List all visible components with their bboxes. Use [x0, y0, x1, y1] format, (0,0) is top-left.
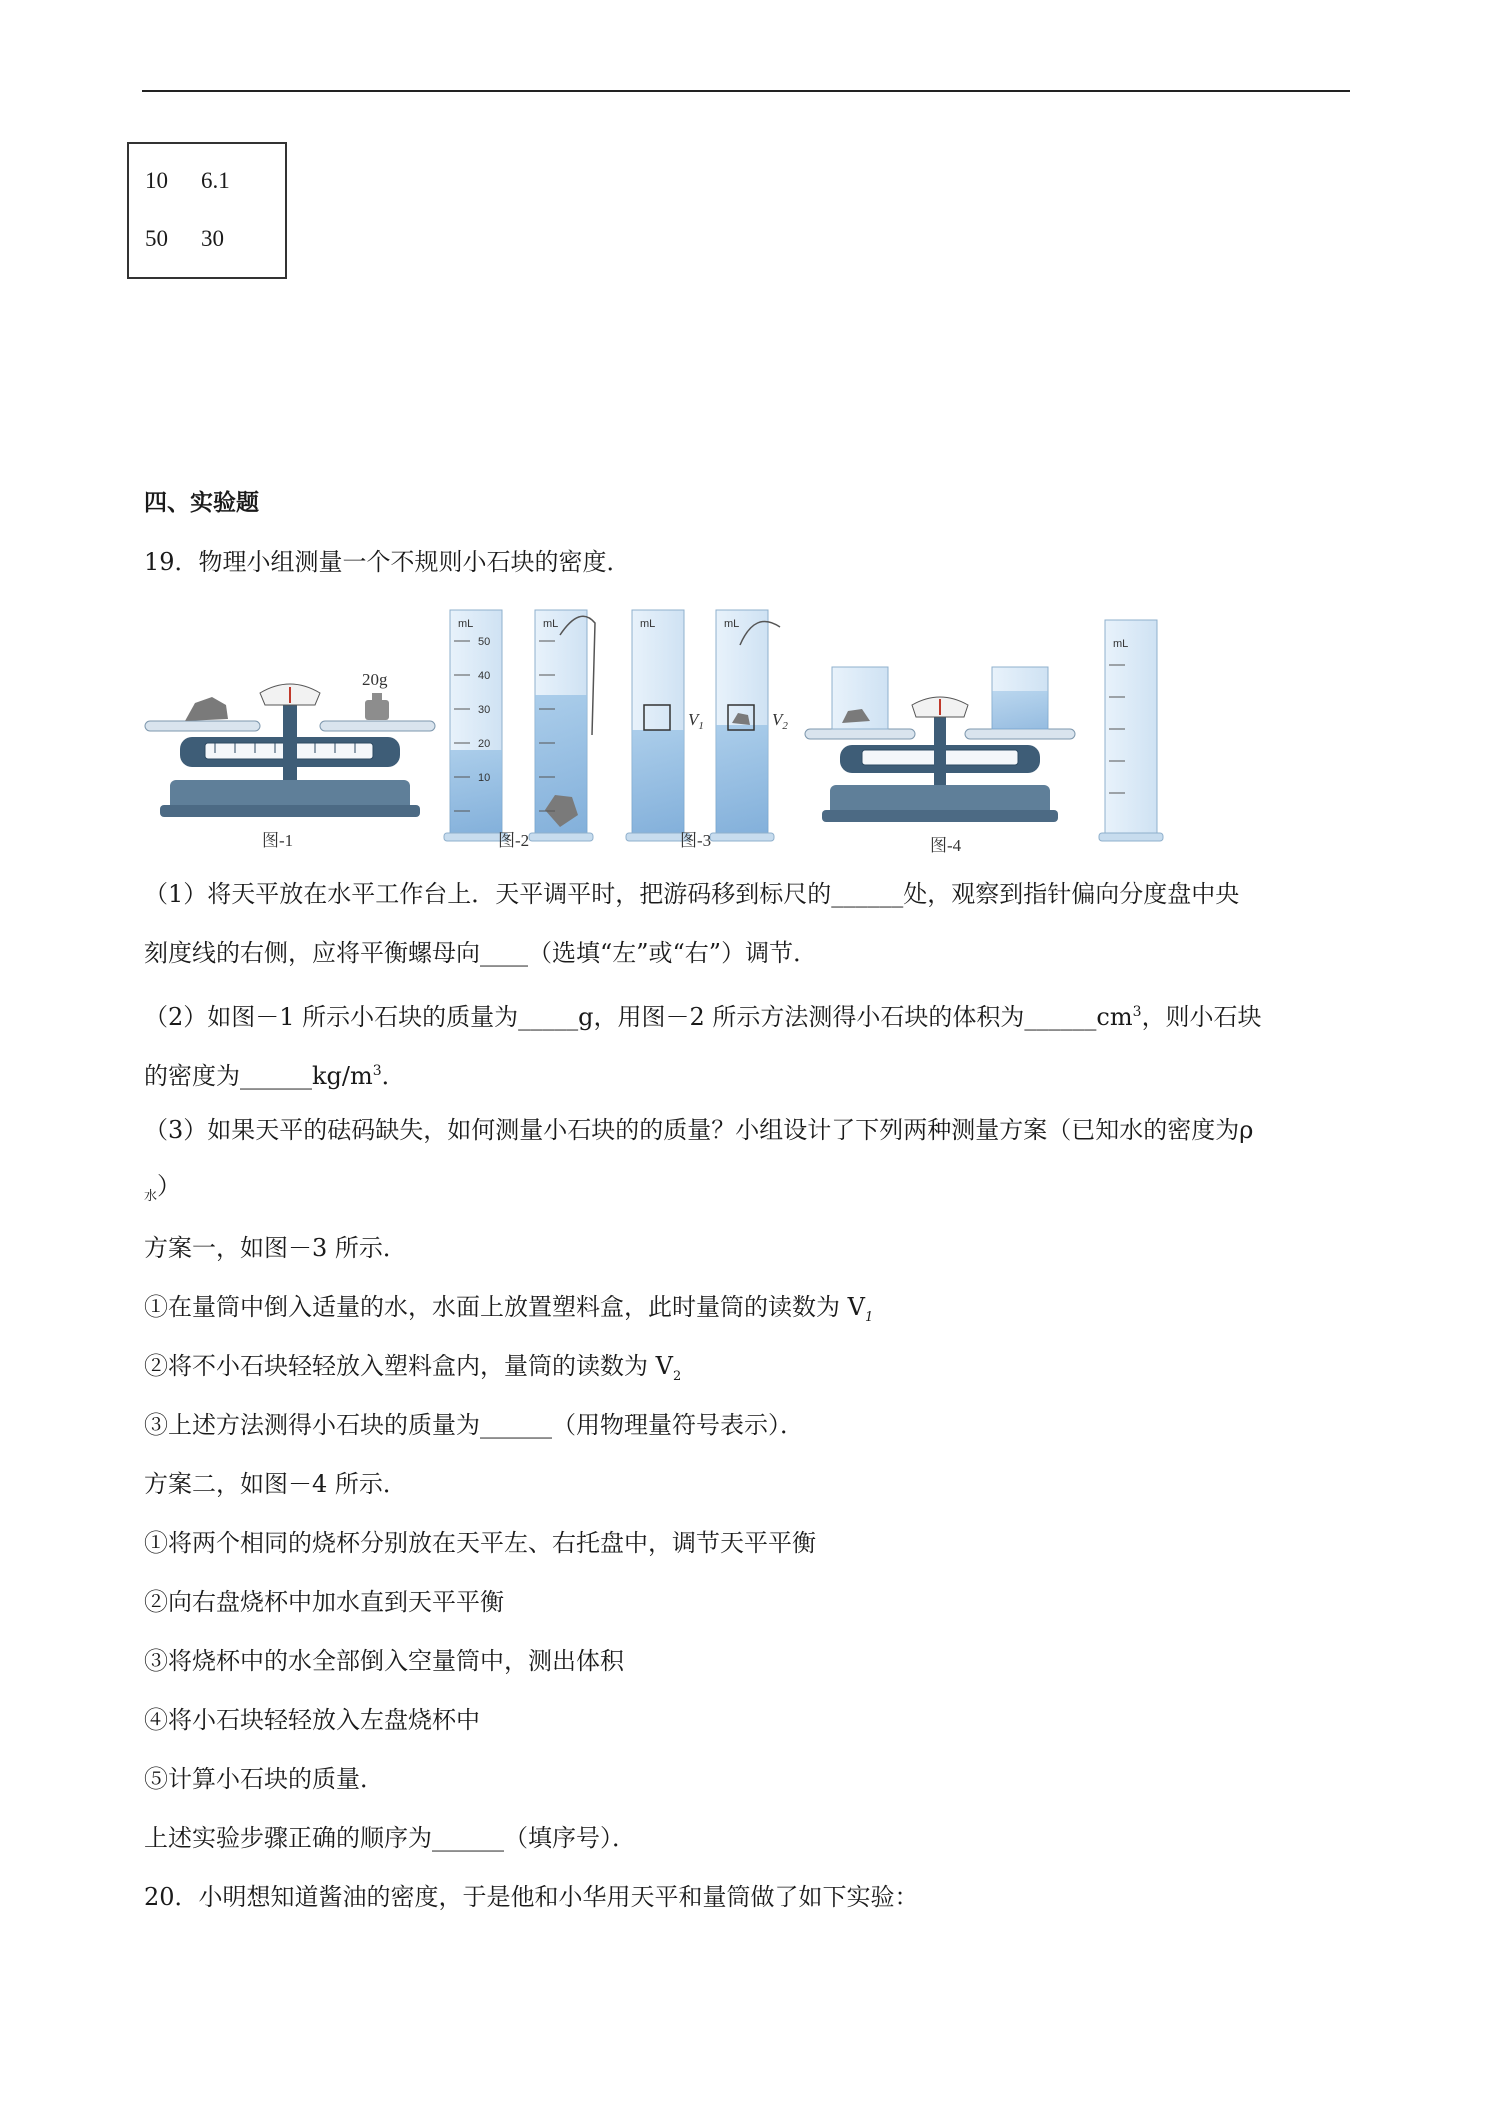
text-segment: ，则小石块	[1141, 1003, 1262, 1031]
scale-tick: 10	[478, 772, 491, 784]
q19-part1-line1: （1）将天平放在水平工作台上．天平调平时，把游码移到标尺的______处，观察到指针偏向分度盘中央	[144, 880, 1240, 908]
plan-2-step-1: ①将两个相同的烧杯分别放在天平左、右托盘中，调节天平平衡	[144, 1529, 816, 1557]
q19-part3-line2	[144, 1170, 181, 1213]
question-19-stem: 19．物理小组测量一个不规则小石块的密度．	[144, 548, 631, 576]
scale-tick: 30	[478, 704, 491, 716]
step-order-question: 上述实验步骤正确的顺序为______（填序号）．	[144, 1824, 636, 1852]
table-cell: 10	[145, 168, 168, 193]
section-title: 四、实验题	[144, 490, 259, 516]
plan-1-step-1	[144, 1291, 873, 1334]
text-segment: （2）如图－1 所示小石块的质量为_____g，用图－2 所示方法测得小石块的体积为______cm	[144, 1003, 1133, 1031]
balance-figure-1	[145, 670, 435, 850]
text-segment: ．	[381, 1062, 406, 1090]
weight-label: 20g	[362, 670, 388, 689]
plan-1-step-3: ③上述方法测得小石块的质量为______（用物理量符号表示）．	[144, 1411, 804, 1439]
unit-ml-text: mL	[1113, 638, 1129, 650]
question-20-stem: 20．小明想知道酱油的密度，于是他和小华用天平和量筒做了如下实验：	[144, 1883, 919, 1911]
table-cell: 6.1	[201, 168, 230, 193]
subscript: 1	[864, 1310, 874, 1325]
cylinders-figure-2	[444, 610, 595, 850]
text-segment: 的密度为______kg/m	[144, 1062, 373, 1090]
q19-part1-line2: 刻度线的右侧，应将平衡螺母向____（选填“左”或“右”）调节．	[144, 939, 818, 967]
scale-tick: 40	[478, 670, 491, 682]
scale-tick: 20	[478, 738, 491, 750]
plan-2-step-5: ⑤计算小石块的质量．	[144, 1765, 384, 1793]
figure-2-label: 图-2	[498, 831, 530, 850]
plan-1-step-2	[144, 1350, 681, 1393]
unit-ml-text: mL	[724, 618, 740, 630]
table-cell: 30	[201, 226, 224, 251]
v2-label: $V_2$	[772, 710, 788, 732]
header-rule	[142, 90, 1350, 92]
text-segment: ①在量筒中倒入适量的水，水面上放置塑料盒，此时量筒的读数为 V	[144, 1293, 865, 1321]
unit-ml-text: mL	[543, 618, 559, 630]
v1-label: $V_1$	[688, 710, 704, 732]
figure-1-label: 图-1	[262, 831, 294, 850]
text-segment: ）	[157, 1172, 182, 1200]
plan-2-step-4: ④将小石块轻轻放入左盘烧杯中	[144, 1706, 480, 1734]
cylinders-figure-3	[626, 610, 788, 850]
plan-2-step-2: ②向右盘烧杯中加水直到天平平衡	[144, 1588, 504, 1616]
data-table	[127, 142, 287, 279]
table-cell: 50	[145, 226, 168, 251]
experiment-figures	[140, 605, 1200, 865]
table-row	[145, 168, 257, 194]
text-segment: ②将不小石块轻轻放入塑料盒内，量筒的读数为 V	[144, 1352, 673, 1380]
figure-3-label: 图-3	[680, 831, 712, 850]
q19-part2-line2	[144, 1055, 406, 1092]
q19-part2-line1	[144, 996, 1262, 1033]
subscript: 2	[672, 1369, 682, 1384]
unit-ml-text: mL	[458, 618, 474, 630]
superscript: 3	[1132, 1004, 1142, 1020]
unit-ml-text: mL	[640, 618, 656, 630]
plan-1-title: 方案一，如图－3 所示．	[144, 1234, 407, 1262]
superscript: 3	[372, 1063, 382, 1079]
scale-tick: 50	[478, 636, 491, 648]
balance-figure-4	[805, 620, 1163, 855]
table-row	[145, 226, 257, 252]
subscript: 水	[144, 1189, 158, 1204]
plan-2-step-3: ③将烧杯中的水全部倒入空量筒中，测出体积	[144, 1647, 624, 1675]
plan-2-title: 方案二，如图－4 所示．	[144, 1470, 407, 1498]
figure-4-label: 图-4	[930, 836, 962, 855]
q19-part3-line1: （3）如果天平的砝码缺失，如何测量小石块的的质量？小组设计了下列两种测量方案（已知水的密度为ρ	[144, 1116, 1254, 1144]
